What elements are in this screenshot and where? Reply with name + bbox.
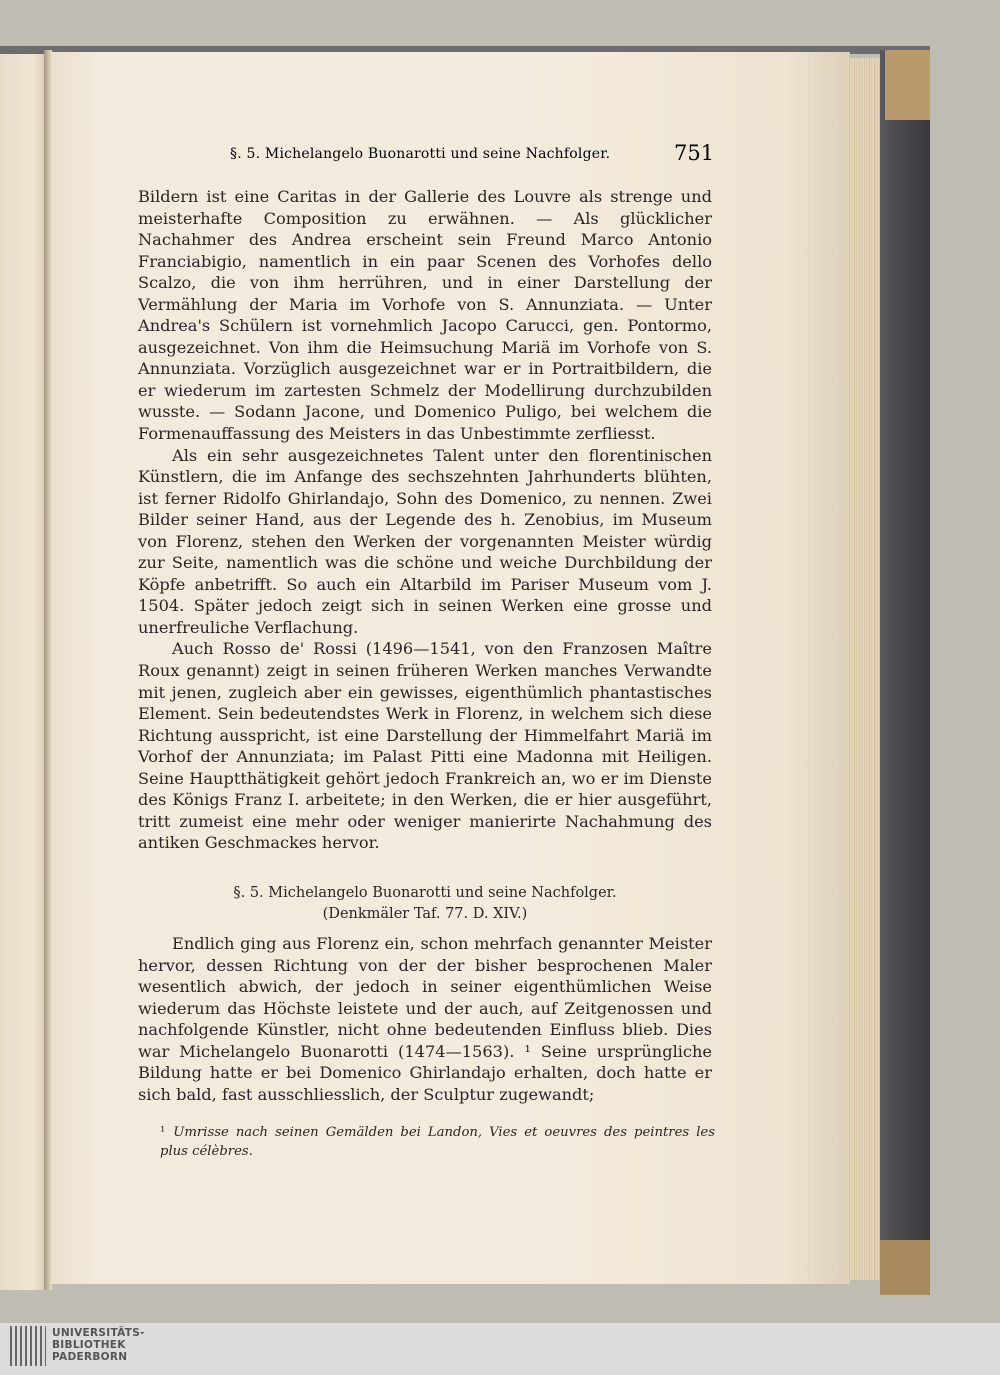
page-gutter <box>44 50 52 1290</box>
page-block-edges <box>845 58 885 1280</box>
running-head: §. 5. Michelangelo Buonarotti und seine Nachfolger. <box>230 146 611 162</box>
section-heading: §. 5. Michelangelo Buonarotti und seine Nachfolger. <box>233 885 617 901</box>
footnote-text: Umrisse nach seinen Gemälden bei Landon, Vies et oeuvres des peintres les plus célèbres. <box>160 1125 715 1159</box>
paragraph-2: Als ein sehr ausgezeichnetes Talent unter den florentinischen Künstlern, die im Anfange des sechszehnten Jahrhunderts blühten, ist ferner Ridolfo Ghirlandajo, Sohn des Domenico, zu nennen. Zwei Bilder seiner Hand, aus der Legende des h. Zenobius, im Museum von Florenz, stehen den Werken der vorgenannten Meister würdig zur Seite, namentlich was die schöne und weiche Durchbildung der Köpfe anbetrifft. So auch ein Altarbild im Pariser Museum vom J. 1504. Später jedoch zeigt sich in seinen Werken eine grosse und unerfreuliche Verflachung. <box>138 445 712 637</box>
footnote <box>160 1123 715 1161</box>
library-name-line-3: PADERBORN <box>52 1351 128 1363</box>
cover-corner-bottom <box>880 1240 930 1295</box>
page-number: 751 <box>674 141 715 165</box>
section-subheading: (Denkmäler Taf. 77. D. XIV.) <box>322 906 528 922</box>
library-name-line-2: BIBLIOTHEK <box>52 1339 126 1351</box>
library-name-line-1: UNIVERSITÄTS- <box>52 1327 145 1339</box>
paragraph-3: Auch Rosso de' Rossi (1496—1541, von den Franzosen Maître Roux genannt) zeigt in seinen früheren Werken manches Verwandte mit jenen, zugleich aber ein gewisses, eigenthümlich phantastisches Element. Sein bedeutendstes Werk in Florenz, in welchem sich diese Richtung ausspricht, ist eine Darstellung der Himmelfahrt Mariä im Vorhof der Annunziata; im Palast Pitti eine Madonna mit Heiligen. Seine Hauptthätigkeit gehört jedoch Frankreich an, wo er im Dienste des Königs Franz I. arbeitete; in den Werken, die er hier ausgeführt, tritt zumeist eine mehr oder weniger manierirte Nachahmung des antiken Geschmackes hervor. <box>138 639 712 853</box>
footnote-mark: ¹ <box>160 1125 166 1140</box>
paragraph-1: Bildern ist eine Caritas in der Gallerie des Louvre als strenge und meisterhafte Composition zu erwähnen. — Als glücklicher Nachahmer des Andrea erscheint sein Freund Marco Antonio Franciabigio, namentlich in ein paar Scenen des Vorhofes dello Scalzo, die von ihm herrühren, und in einer Darstellung der Vermählung der Maria im Vorhofe von S. Annunziata. — Unter Andrea's Schülern ist vornehmlich Jacopo Carucci, gen. Pontormo, ausgezeichnet. Von ihm die Heimsuchung Mariä im Vorhofe von S. Annunziata. Vorzüglich ausgezeichnet war er in Portraitbildern, die er wiederum im zartesten Schmelz der Modellirung durchzubilden wusste. — Sodann Jacone, und Domenico Puligo, bei welchem die Formenauffassung des Meisters in das Unbestimmte zerfliesst. <box>138 187 712 444</box>
cover-right-edge <box>880 50 930 1294</box>
body-text-section-1 <box>138 186 712 854</box>
body-text-section-2 <box>138 933 712 1105</box>
library-footer <box>0 1323 1000 1375</box>
previous-page-edge <box>0 50 47 1290</box>
library-logo-text <box>52 1327 145 1363</box>
paragraph-4: Endlich ging aus Florenz ein, schon mehrfach genannter Meister hervor, dessen Richtung von der der bisher besprochenen Maler wesentlich abwich, der jedoch in seiner eigenthümlichen Weise wiederum das Höchste leistete und der auch, auf Zeitgenossen und nachfolgende Künstler, nicht ohne bedeutenden Einfluss blieb. Dies war Michelangelo Buonarotti (1474—1563). ¹ Seine ursprüngliche Bildung hatte er bei Domenico Ghirlandajo erhalten, doch hatte er sich bald, fast ausschliesslich, der Sculptur zugewandt; <box>138 934 712 1104</box>
library-logo-icon <box>10 1326 46 1366</box>
cover-corner-top <box>885 50 930 120</box>
